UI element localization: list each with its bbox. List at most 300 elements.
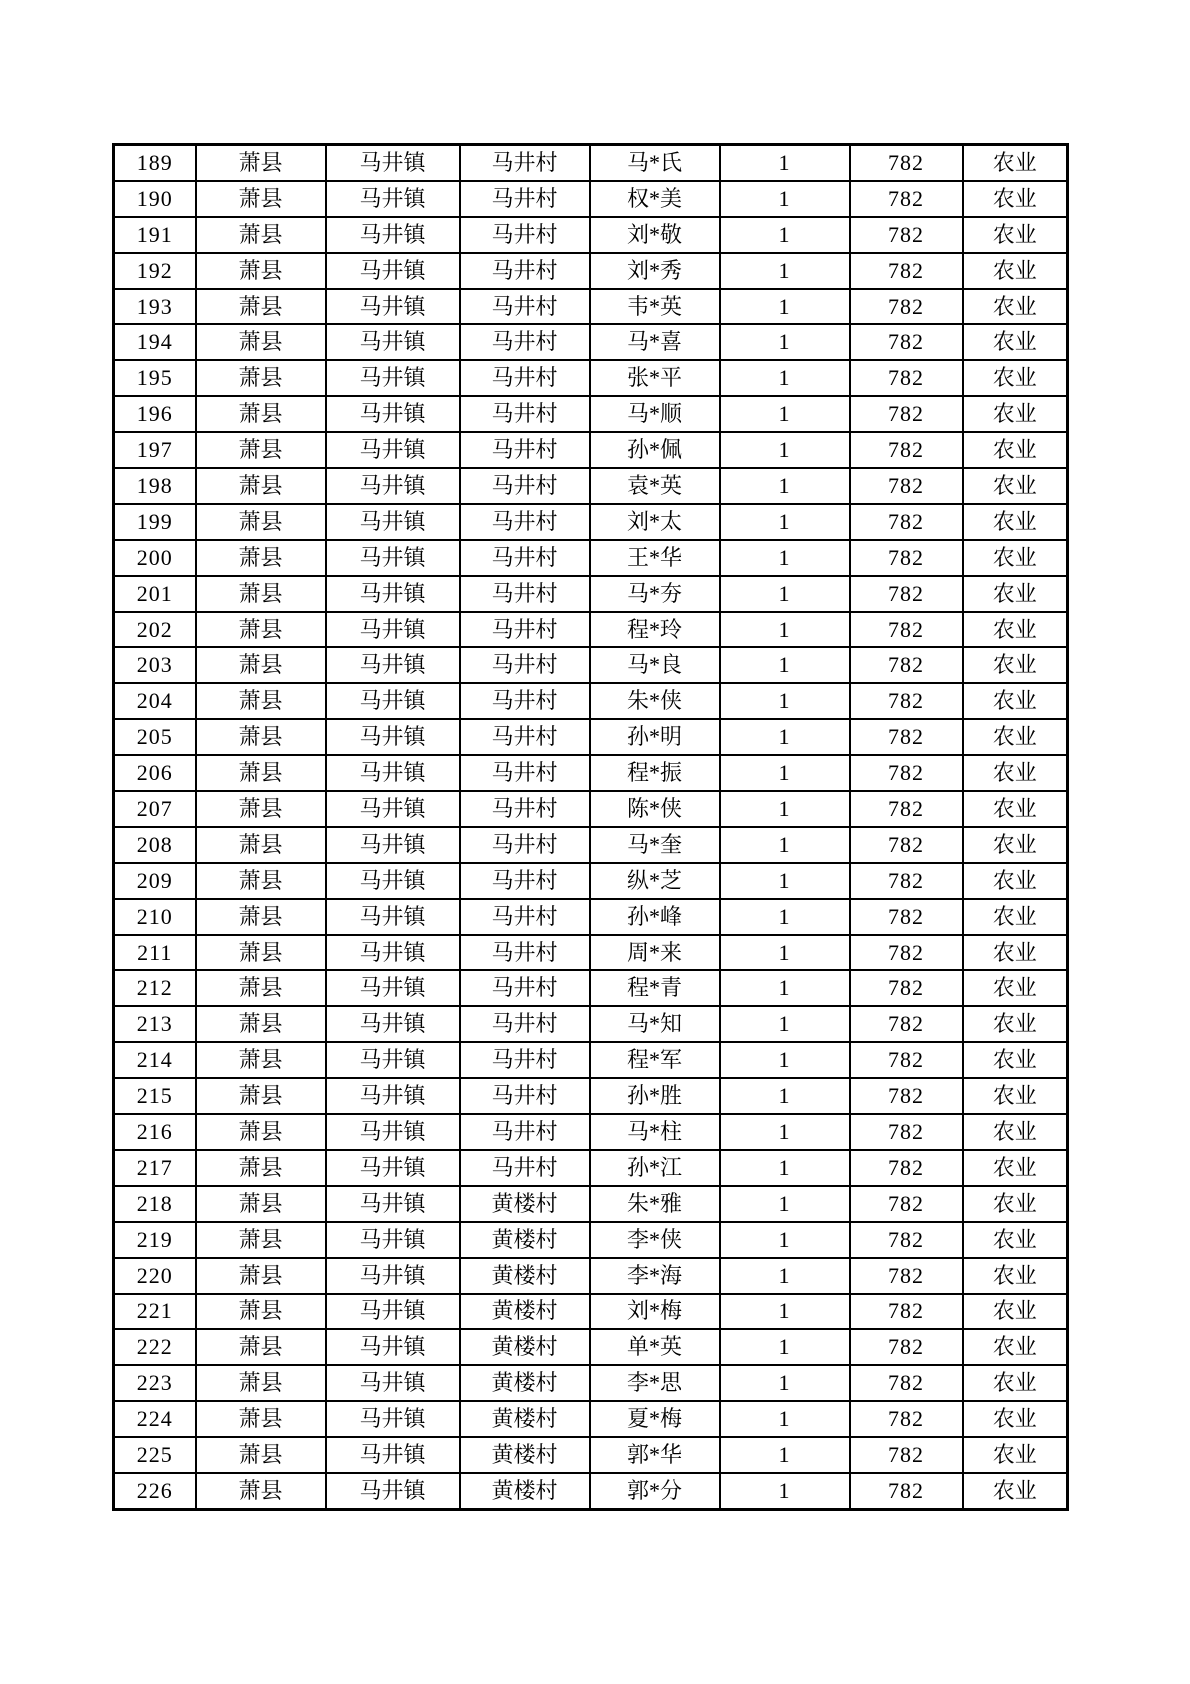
cell-town: 马井镇 — [326, 396, 460, 432]
cell-code: 782 — [850, 1329, 963, 1365]
cell-count: 1 — [720, 683, 850, 719]
cell-industry: 农业 — [963, 360, 1068, 396]
cell-row-number: 221 — [114, 1294, 196, 1330]
cell-code: 782 — [850, 935, 963, 971]
cell-count: 1 — [720, 324, 850, 360]
cell-county: 萧县 — [196, 970, 326, 1006]
cell-row-number: 207 — [114, 791, 196, 827]
cell-row-number: 189 — [114, 145, 196, 181]
cell-row-number: 224 — [114, 1401, 196, 1437]
cell-town: 马井镇 — [326, 1114, 460, 1150]
cell-row-number: 202 — [114, 612, 196, 648]
cell-town: 马井镇 — [326, 540, 460, 576]
cell-town: 马井镇 — [326, 432, 460, 468]
cell-count: 1 — [720, 253, 850, 289]
cell-industry: 农业 — [963, 468, 1068, 504]
cell-village: 马井村 — [460, 970, 590, 1006]
cell-town: 马井镇 — [326, 1401, 460, 1437]
cell-county: 萧县 — [196, 1365, 326, 1401]
cell-code: 782 — [850, 360, 963, 396]
cell-village: 马井村 — [460, 504, 590, 540]
cell-row-number: 204 — [114, 683, 196, 719]
cell-count: 1 — [720, 1006, 850, 1042]
cell-village: 马井村 — [460, 647, 590, 683]
cell-count: 1 — [720, 145, 850, 181]
cell-masked-name: 纵*芝 — [590, 863, 720, 899]
table-row — [114, 612, 1068, 648]
cell-count: 1 — [720, 576, 850, 612]
cell-row-number: 220 — [114, 1258, 196, 1294]
cell-county: 萧县 — [196, 935, 326, 971]
cell-industry: 农业 — [963, 1294, 1068, 1330]
cell-count: 1 — [720, 1150, 850, 1186]
cell-count: 1 — [720, 863, 850, 899]
cell-village: 马井村 — [460, 935, 590, 971]
cell-industry: 农业 — [963, 181, 1068, 217]
cell-count: 1 — [720, 468, 850, 504]
cell-masked-name: 马*氏 — [590, 145, 720, 181]
cell-row-number: 192 — [114, 253, 196, 289]
cell-town: 马井镇 — [326, 827, 460, 863]
cell-village: 马井村 — [460, 181, 590, 217]
cell-industry: 农业 — [963, 1401, 1068, 1437]
cell-row-number: 219 — [114, 1222, 196, 1258]
cell-county: 萧县 — [196, 360, 326, 396]
cell-industry: 农业 — [963, 827, 1068, 863]
cell-industry: 农业 — [963, 217, 1068, 253]
cell-row-number: 214 — [114, 1042, 196, 1078]
cell-village: 马井村 — [460, 468, 590, 504]
table-row — [114, 1294, 1068, 1330]
cell-county: 萧县 — [196, 396, 326, 432]
cell-masked-name: 王*华 — [590, 540, 720, 576]
cell-row-number: 194 — [114, 324, 196, 360]
table-row — [114, 324, 1068, 360]
cell-count: 1 — [720, 827, 850, 863]
cell-village: 黄楼村 — [460, 1186, 590, 1222]
cell-code: 782 — [850, 1222, 963, 1258]
cell-masked-name: 李*侠 — [590, 1222, 720, 1258]
cell-count: 1 — [720, 432, 850, 468]
cell-village: 黄楼村 — [460, 1222, 590, 1258]
cell-masked-name: 刘*秀 — [590, 253, 720, 289]
cell-industry: 农业 — [963, 324, 1068, 360]
cell-county: 萧县 — [196, 468, 326, 504]
cell-industry: 农业 — [963, 647, 1068, 683]
table-row — [114, 396, 1068, 432]
cell-count: 1 — [720, 217, 850, 253]
cell-industry: 农业 — [963, 1186, 1068, 1222]
cell-county: 萧县 — [196, 217, 326, 253]
cell-masked-name: 刘*敬 — [590, 217, 720, 253]
cell-row-number: 213 — [114, 1006, 196, 1042]
cell-code: 782 — [850, 540, 963, 576]
cell-industry: 农业 — [963, 863, 1068, 899]
cell-count: 1 — [720, 360, 850, 396]
table-row — [114, 863, 1068, 899]
cell-row-number: 198 — [114, 468, 196, 504]
table-row — [114, 468, 1068, 504]
cell-village: 马井村 — [460, 791, 590, 827]
table-row — [114, 145, 1068, 181]
cell-county: 萧县 — [196, 791, 326, 827]
cell-town: 马井镇 — [326, 504, 460, 540]
cell-row-number: 212 — [114, 970, 196, 1006]
cell-row-number: 210 — [114, 899, 196, 935]
cell-code: 782 — [850, 217, 963, 253]
table-row — [114, 1006, 1068, 1042]
cell-industry: 农业 — [963, 1150, 1068, 1186]
cell-village: 马井村 — [460, 1078, 590, 1114]
cell-count: 1 — [720, 1114, 850, 1150]
table-row — [114, 1473, 1068, 1509]
cell-code: 782 — [850, 468, 963, 504]
cell-town: 马井镇 — [326, 1437, 460, 1473]
cell-town: 马井镇 — [326, 647, 460, 683]
cell-row-number: 193 — [114, 289, 196, 325]
cell-village: 马井村 — [460, 827, 590, 863]
table-row — [114, 1150, 1068, 1186]
cell-county: 萧县 — [196, 1329, 326, 1365]
cell-masked-name: 李*海 — [590, 1258, 720, 1294]
cell-masked-name: 周*来 — [590, 935, 720, 971]
cell-village: 黄楼村 — [460, 1437, 590, 1473]
cell-count: 1 — [720, 1401, 850, 1437]
cell-code: 782 — [850, 396, 963, 432]
cell-industry: 农业 — [963, 935, 1068, 971]
cell-masked-name: 孙*江 — [590, 1150, 720, 1186]
cell-village: 马井村 — [460, 396, 590, 432]
cell-masked-name: 陈*侠 — [590, 791, 720, 827]
cell-town: 马井镇 — [326, 863, 460, 899]
cell-town: 马井镇 — [326, 181, 460, 217]
cell-code: 782 — [850, 791, 963, 827]
cell-code: 782 — [850, 827, 963, 863]
cell-town: 马井镇 — [326, 1258, 460, 1294]
cell-code: 782 — [850, 647, 963, 683]
cell-industry: 农业 — [963, 1042, 1068, 1078]
cell-row-number: 201 — [114, 576, 196, 612]
cell-town: 马井镇 — [326, 755, 460, 791]
cell-count: 1 — [720, 1473, 850, 1509]
cell-town: 马井镇 — [326, 360, 460, 396]
cell-row-number: 191 — [114, 217, 196, 253]
table-row — [114, 253, 1068, 289]
cell-count: 1 — [720, 899, 850, 935]
cell-count: 1 — [720, 719, 850, 755]
cell-code: 782 — [850, 683, 963, 719]
table-row — [114, 1078, 1068, 1114]
table-row — [114, 1042, 1068, 1078]
cell-masked-name: 张*平 — [590, 360, 720, 396]
cell-county: 萧县 — [196, 1401, 326, 1437]
cell-masked-name: 郭*华 — [590, 1437, 720, 1473]
table-row — [114, 683, 1068, 719]
cell-industry: 农业 — [963, 1365, 1068, 1401]
table-row — [114, 1365, 1068, 1401]
cell-masked-name: 程*振 — [590, 755, 720, 791]
cell-county: 萧县 — [196, 1186, 326, 1222]
cell-village: 马井村 — [460, 612, 590, 648]
cell-industry: 农业 — [963, 1006, 1068, 1042]
cell-count: 1 — [720, 935, 850, 971]
cell-row-number: 195 — [114, 360, 196, 396]
cell-county: 萧县 — [196, 719, 326, 755]
cell-code: 782 — [850, 612, 963, 648]
cell-industry: 农业 — [963, 289, 1068, 325]
cell-village: 黄楼村 — [460, 1365, 590, 1401]
cell-code: 782 — [850, 1078, 963, 1114]
table-row — [114, 719, 1068, 755]
table-row — [114, 827, 1068, 863]
cell-village: 黄楼村 — [460, 1294, 590, 1330]
cell-industry: 农业 — [963, 504, 1068, 540]
cell-county: 萧县 — [196, 1042, 326, 1078]
cell-masked-name: 马*柱 — [590, 1114, 720, 1150]
cell-code: 782 — [850, 324, 963, 360]
cell-village: 黄楼村 — [460, 1473, 590, 1509]
cell-county: 萧县 — [196, 899, 326, 935]
cell-masked-name: 郭*分 — [590, 1473, 720, 1509]
cell-county: 萧县 — [196, 324, 326, 360]
table-row — [114, 899, 1068, 935]
cell-masked-name: 刘*太 — [590, 504, 720, 540]
cell-row-number: 209 — [114, 863, 196, 899]
cell-code: 782 — [850, 1401, 963, 1437]
cell-village: 马井村 — [460, 540, 590, 576]
cell-county: 萧县 — [196, 612, 326, 648]
table-row — [114, 1401, 1068, 1437]
cell-village: 马井村 — [460, 1042, 590, 1078]
cell-masked-name: 刘*梅 — [590, 1294, 720, 1330]
cell-village: 马井村 — [460, 576, 590, 612]
table-row — [114, 1258, 1068, 1294]
cell-industry: 农业 — [963, 1114, 1068, 1150]
cell-masked-name: 程*玲 — [590, 612, 720, 648]
cell-village: 黄楼村 — [460, 1329, 590, 1365]
cell-masked-name: 单*英 — [590, 1329, 720, 1365]
cell-county: 萧县 — [196, 1114, 326, 1150]
table-row — [114, 1437, 1068, 1473]
cell-village: 马井村 — [460, 289, 590, 325]
cell-town: 马井镇 — [326, 612, 460, 648]
cell-county: 萧县 — [196, 504, 326, 540]
cell-industry: 农业 — [963, 1078, 1068, 1114]
cell-town: 马井镇 — [326, 1150, 460, 1186]
cell-count: 1 — [720, 1186, 850, 1222]
cell-county: 萧县 — [196, 540, 326, 576]
table-row — [114, 1329, 1068, 1365]
cell-county: 萧县 — [196, 863, 326, 899]
table-row — [114, 1114, 1068, 1150]
cell-village: 马井村 — [460, 432, 590, 468]
cell-masked-name: 马*顺 — [590, 396, 720, 432]
cell-row-number: 216 — [114, 1114, 196, 1150]
cell-code: 782 — [850, 1365, 963, 1401]
cell-town: 马井镇 — [326, 1078, 460, 1114]
table-row — [114, 217, 1068, 253]
cell-industry: 农业 — [963, 145, 1068, 181]
cell-town: 马井镇 — [326, 145, 460, 181]
cell-industry: 农业 — [963, 1222, 1068, 1258]
cell-village: 马井村 — [460, 719, 590, 755]
cell-town: 马井镇 — [326, 217, 460, 253]
cell-village: 马井村 — [460, 253, 590, 289]
cell-count: 1 — [720, 1078, 850, 1114]
cell-county: 萧县 — [196, 1258, 326, 1294]
cell-county: 萧县 — [196, 1294, 326, 1330]
cell-row-number: 205 — [114, 719, 196, 755]
cell-count: 1 — [720, 647, 850, 683]
cell-count: 1 — [720, 1329, 850, 1365]
cell-town: 马井镇 — [326, 935, 460, 971]
cell-code: 782 — [850, 1258, 963, 1294]
cell-count: 1 — [720, 1258, 850, 1294]
cell-masked-name: 朱*雅 — [590, 1186, 720, 1222]
cell-town: 马井镇 — [326, 1329, 460, 1365]
cell-count: 1 — [720, 791, 850, 827]
cell-code: 782 — [850, 1150, 963, 1186]
cell-masked-name: 程*军 — [590, 1042, 720, 1078]
cell-industry: 农业 — [963, 683, 1068, 719]
table-row — [114, 576, 1068, 612]
cell-industry: 农业 — [963, 1437, 1068, 1473]
cell-industry: 农业 — [963, 253, 1068, 289]
cell-industry: 农业 — [963, 576, 1068, 612]
cell-row-number: 200 — [114, 540, 196, 576]
cell-town: 马井镇 — [326, 719, 460, 755]
cell-industry: 农业 — [963, 540, 1068, 576]
cell-county: 萧县 — [196, 1006, 326, 1042]
cell-town: 马井镇 — [326, 1222, 460, 1258]
table-row — [114, 504, 1068, 540]
cell-county: 萧县 — [196, 145, 326, 181]
cell-village: 马井村 — [460, 1114, 590, 1150]
cell-count: 1 — [720, 970, 850, 1006]
cell-row-number: 218 — [114, 1186, 196, 1222]
cell-code: 782 — [850, 970, 963, 1006]
cell-industry: 农业 — [963, 612, 1068, 648]
cell-masked-name: 朱*侠 — [590, 683, 720, 719]
cell-town: 马井镇 — [326, 324, 460, 360]
table-row — [114, 289, 1068, 325]
cell-row-number: 226 — [114, 1473, 196, 1509]
cell-masked-name: 孙*佩 — [590, 432, 720, 468]
cell-village: 马井村 — [460, 324, 590, 360]
cell-row-number: 223 — [114, 1365, 196, 1401]
cell-industry: 农业 — [963, 1258, 1068, 1294]
cell-code: 782 — [850, 1006, 963, 1042]
cell-county: 萧县 — [196, 253, 326, 289]
cell-row-number: 217 — [114, 1150, 196, 1186]
cell-code: 782 — [850, 181, 963, 217]
cell-code: 782 — [850, 1042, 963, 1078]
cell-masked-name: 马*知 — [590, 1006, 720, 1042]
beneficiary-table — [112, 143, 1069, 1511]
cell-row-number: 190 — [114, 181, 196, 217]
cell-industry: 农业 — [963, 1329, 1068, 1365]
cell-county: 萧县 — [196, 827, 326, 863]
cell-row-number: 206 — [114, 755, 196, 791]
cell-town: 马井镇 — [326, 468, 460, 504]
cell-industry: 农业 — [963, 791, 1068, 827]
cell-county: 萧县 — [196, 181, 326, 217]
cell-masked-name: 马*喜 — [590, 324, 720, 360]
cell-county: 萧县 — [196, 1078, 326, 1114]
cell-count: 1 — [720, 396, 850, 432]
cell-count: 1 — [720, 1222, 850, 1258]
cell-village: 马井村 — [460, 145, 590, 181]
cell-count: 1 — [720, 1042, 850, 1078]
cell-code: 782 — [850, 289, 963, 325]
cell-county: 萧县 — [196, 289, 326, 325]
cell-row-number: 222 — [114, 1329, 196, 1365]
cell-town: 马井镇 — [326, 1473, 460, 1509]
cell-village: 马井村 — [460, 360, 590, 396]
cell-county: 萧县 — [196, 1437, 326, 1473]
cell-code: 782 — [850, 1473, 963, 1509]
cell-village: 马井村 — [460, 1150, 590, 1186]
cell-code: 782 — [850, 432, 963, 468]
cell-town: 马井镇 — [326, 576, 460, 612]
table-row — [114, 540, 1068, 576]
cell-row-number: 196 — [114, 396, 196, 432]
cell-county: 萧县 — [196, 647, 326, 683]
cell-code: 782 — [850, 1114, 963, 1150]
cell-row-number: 203 — [114, 647, 196, 683]
cell-town: 马井镇 — [326, 1186, 460, 1222]
cell-code: 782 — [850, 899, 963, 935]
cell-masked-name: 孙*峰 — [590, 899, 720, 935]
cell-code: 782 — [850, 1294, 963, 1330]
cell-count: 1 — [720, 1437, 850, 1473]
cell-row-number: 215 — [114, 1078, 196, 1114]
table-row — [114, 935, 1068, 971]
cell-row-number: 208 — [114, 827, 196, 863]
cell-town: 马井镇 — [326, 289, 460, 325]
table-row — [114, 1222, 1068, 1258]
table-row — [114, 791, 1068, 827]
cell-village: 黄楼村 — [460, 1401, 590, 1437]
cell-town: 马井镇 — [326, 1365, 460, 1401]
cell-masked-name: 李*思 — [590, 1365, 720, 1401]
table-row — [114, 360, 1068, 396]
table-row — [114, 1186, 1068, 1222]
cell-industry: 农业 — [963, 719, 1068, 755]
cell-masked-name: 韦*英 — [590, 289, 720, 325]
cell-industry: 农业 — [963, 396, 1068, 432]
cell-code: 782 — [850, 576, 963, 612]
cell-county: 萧县 — [196, 1473, 326, 1509]
cell-row-number: 225 — [114, 1437, 196, 1473]
cell-village: 马井村 — [460, 755, 590, 791]
cell-county: 萧县 — [196, 755, 326, 791]
cell-count: 1 — [720, 755, 850, 791]
cell-industry: 农业 — [963, 899, 1068, 935]
cell-county: 萧县 — [196, 1150, 326, 1186]
cell-town: 马井镇 — [326, 683, 460, 719]
cell-village: 马井村 — [460, 899, 590, 935]
table-row — [114, 181, 1068, 217]
cell-count: 1 — [720, 181, 850, 217]
cell-row-number: 211 — [114, 935, 196, 971]
cell-count: 1 — [720, 504, 850, 540]
cell-masked-name: 马*奎 — [590, 827, 720, 863]
cell-count: 1 — [720, 540, 850, 576]
cell-masked-name: 马*良 — [590, 647, 720, 683]
table-row — [114, 970, 1068, 1006]
cell-county: 萧县 — [196, 683, 326, 719]
